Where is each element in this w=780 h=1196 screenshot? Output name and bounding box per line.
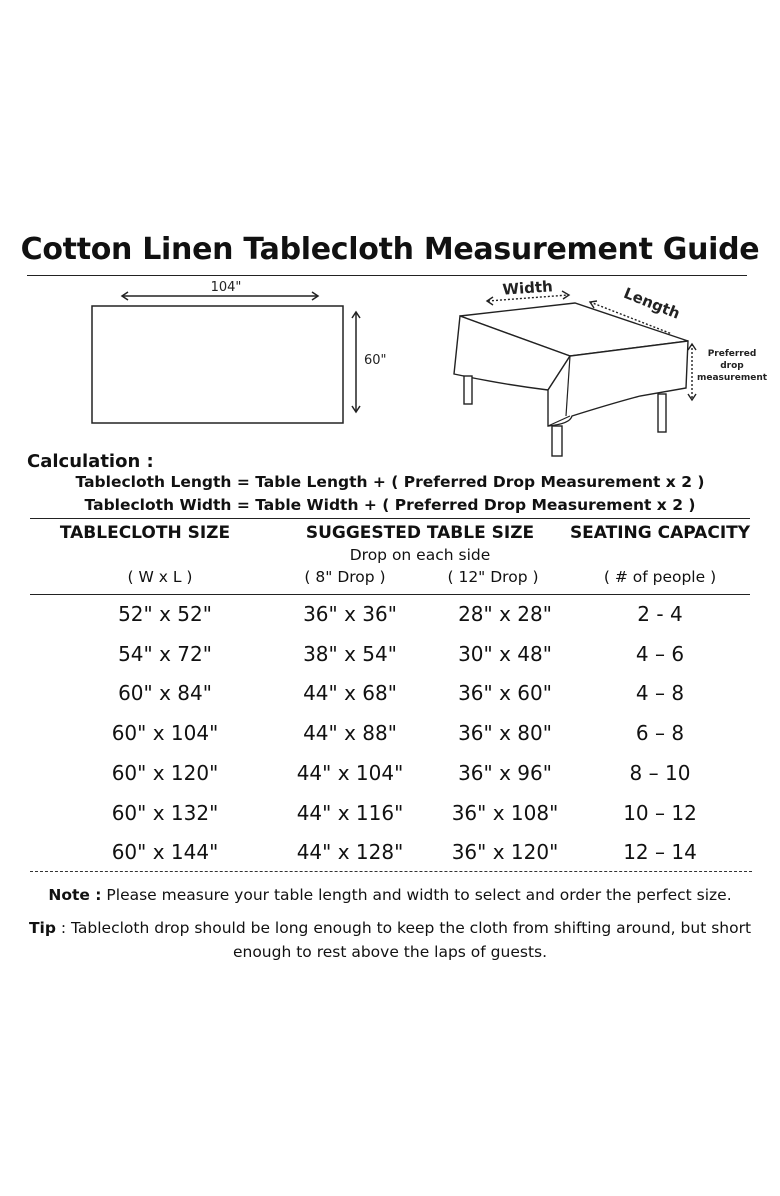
height-dimension-label: 60" [364,353,387,368]
cell-table-size-12in-drop: 30" x 48" [458,641,552,666]
tablecloth-rectangle [92,306,343,423]
cell-tablecloth-size: 52" x 52" [118,602,212,626]
cell-table-size-8in-drop: 44" x 68" [303,681,397,706]
dashed-divider [30,871,752,872]
cell-table-size-12in-drop: 36" x 80" [458,721,552,746]
cell-seating-capacity: 2 - 4 [637,602,683,626]
table-leg [552,426,562,456]
size-subheader: ( W x L ) [127,568,193,586]
width-diagram-label: Width [501,277,554,299]
cell-table-size-8in-drop: 36" x 36" [303,602,397,626]
header-tablecloth-size: TABLECLOTH SIZE [59,523,231,543]
width-dimension-label: 104" [210,280,242,295]
table-drape-diagram [440,276,770,461]
cell-seating-capacity: 4 – 8 [635,681,685,706]
cell-table-size-8in-drop: 44" x 128" [296,840,404,865]
tip-body: : Tablecloth drop should be long enough to keep the cloth from shifting around, but short enough to rest above the laps of guests. [55,919,752,961]
cell-seating-capacity: 6 – 8 [635,721,685,746]
header-seating-capacity: SEATING CAPACITY [569,523,751,543]
drop12-subheader: ( 12" Drop ) [447,568,539,586]
cell-tablecloth-size: 60" x 132" [111,800,219,825]
cell-table-size-12in-drop: 36" x 96" [458,760,552,785]
cell-tablecloth-size: 54" x 72" [118,641,212,666]
calculation-label: Calculation : [27,451,154,472]
cell-tablecloth-size: 60" x 84" [118,681,212,706]
cell-seating-capacity: 4 – 6 [635,641,685,666]
cell-table-size-12in-drop: 36" x 60" [458,681,552,706]
page-title: Cotton Linen Tablecloth Measurement Guide [20,232,760,267]
note-body: Please measure your table length and width to select and order the perfect size. [101,886,732,904]
header-bottom-rule [30,594,750,595]
width-formula: Tablecloth Width = Table Width + ( Preferred Drop Measurement x 2 ) [84,496,696,514]
drop-note: Drop on each side [349,546,491,564]
length-formula: Tablecloth Length = Table Length + ( Preferred Drop Measurement x 2 ) [75,473,705,491]
tip-text [14,916,766,964]
cell-seating-capacity: 12 – 14 [623,840,697,865]
note-label: Note : [48,886,102,904]
cell-table-size-12in-drop: 28" x 28" [458,602,552,626]
cell-tablecloth-size: 60" x 104" [111,721,219,746]
cell-table-size-8in-drop: 44" x 88" [303,721,397,746]
table-leg [464,376,472,404]
table-top-rule [30,518,750,519]
cell-table-size-8in-drop: 44" x 104" [296,760,404,785]
drop8-subheader: ( 8" Drop ) [304,568,386,586]
table-leg [658,394,666,432]
header-suggested-size: SUGGESTED TABLE SIZE [305,523,535,543]
cell-table-size-8in-drop: 38" x 54" [303,641,397,666]
cell-seating-capacity: 8 – 10 [629,760,691,785]
length-diagram-label: Length [621,283,683,323]
cell-tablecloth-size: 60" x 120" [111,760,219,785]
drop-label-line-2: drop [720,361,744,371]
tip-label: Tip [28,919,56,937]
cell-table-size-8in-drop: 44" x 116" [296,800,404,825]
drop-label-line-1: Preferred [707,349,757,359]
cell-seating-capacity: 10 – 12 [623,800,697,825]
drop-label-line-3: measurement [696,373,768,383]
flat-rectangle-diagram [80,276,400,426]
seating-subheader: ( # of people ) [603,568,717,586]
cell-table-size-12in-drop: 36" x 120" [451,840,559,865]
note-text [0,886,780,904]
cell-tablecloth-size: 60" x 144" [111,840,219,865]
cell-table-size-12in-drop: 36" x 108" [451,800,559,825]
